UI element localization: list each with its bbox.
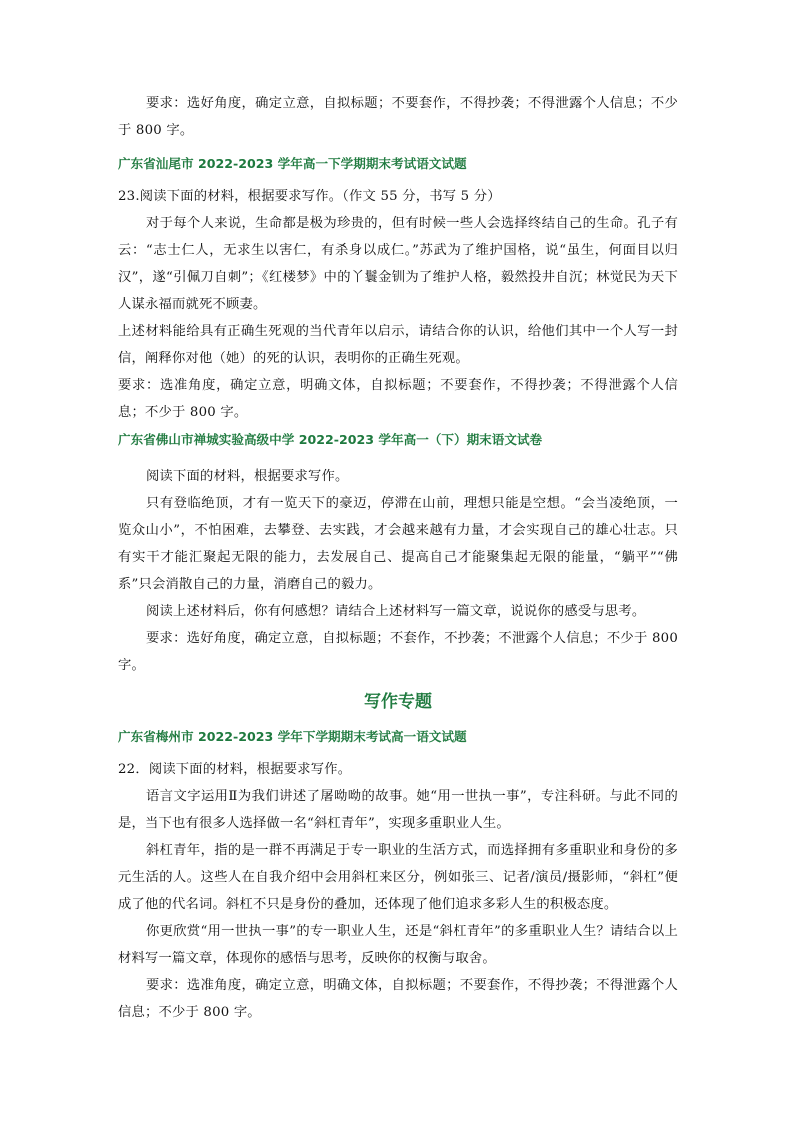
requirement-text: 要求：选准角度，确定立意，明确文体，自拟标题；不要套作，不得抄袭；不得泄露个人信息；不少于 800 字。 — [118, 378, 678, 420]
task-paragraph: 你更欣赏“用一世执一事”的专一职业人生，还是“斜杠青年”的多重职业人生？请结合以上材料写一篇文章，体现你的感悟与思考，反映你的权衡与取舍。 — [118, 924, 678, 966]
question-prompt: 23.阅读下面的材料，根据要求写作。（作文 55 分，书写 5 分） — [118, 189, 501, 204]
document-page — [118, 90, 678, 1026]
material-paragraph: 只有登临绝顶，才有一览天下的豪迈，停滞在山前，理想只能是空想。“会当凌绝顶，一览众山小”，不怕困难，去攀登、去实践，才会越来越有力量，才会实现自己的雄心壮志。只有实干才能汇聚起无限的能力，去发展自己、提高自己才能聚集起无限的能量，“躺平”“佛系”只会消散自己的力量，消磨自己的毅力。 — [118, 496, 678, 592]
source-heading: 广东省汕尾市 2022-2023 学年高一下学期期末考试语文试题 — [118, 156, 467, 171]
source-heading: 广东省佛山市禅城实验高级中学 2022-2023 学年高一（下）期末语文试卷 — [118, 432, 543, 447]
requirement-text: 要求：选好角度，确定立意，自拟标题；不套作，不抄袭；不泄露个人信息；不少于 800 字。 — [118, 631, 678, 673]
material-paragraph: 斜杠青年，指的是一群不再满足于专一职业的生活方式，而选择拥有多重职业和身份的多元生活的人。这些人在自我介绍中会用斜杠来区分，例如张三、记者/演员/摄影师，“斜杠”便成了他的代名词。斜杠不只是身份的叠加，还体现了他们追求多彩人生的积极态度。 — [118, 843, 678, 912]
question-prompt: 阅读下面的材料，根据要求写作。 — [146, 469, 349, 484]
requirement-text: 要求：选好角度，确定立意，自拟标题；不要套作，不得抄袭；不得泄露个人信息；不少于 800 字。 — [118, 96, 678, 138]
source-heading: 广东省梅州市 2022-2023 学年下学期期末考试高一语文试题 — [118, 729, 467, 744]
section-title: 写作专题 — [364, 692, 432, 712]
question-prompt: 22．阅读下面的材料，根据要求写作。 — [118, 762, 352, 777]
task-paragraph: 上述材料能给具有正确生死观的当代青年以启示，请结合你的认识，给他们其中一个人写一封信，阐释你对他（她）的死的认识，表明你的正确生死观。 — [118, 324, 678, 366]
requirement-text: 要求：选准角度，确定立意，明确文体，自拟标题；不要套作，不得抄袭；不得泄露个人信息；不少于 800 字。 — [118, 978, 678, 1020]
task-paragraph: 阅读上述材料后，你有何感想？请结合上述材料写一篇文章，说说你的感受与思考。 — [146, 604, 646, 619]
material-paragraph: 语言文字运用Ⅱ为我们讲述了屠呦呦的故事。她“用一世执一事”，专注科研。与此不同的是，当下也有很多人选择做一名“斜杠青年”，实现多重职业人生。 — [118, 789, 678, 831]
material-paragraph: 对于每个人来说，生命都是极为珍贵的，但有时候一些人会选择终结自己的生命。孔子有云：“志士仁人，无求生以害仁，有杀身以成仁。”苏武为了维护国格，说“虽生，何面目以归汉”，遂“引佩刀自刺”；《红楼梦》中的丫鬟金钏为了维护人格，毅然投井自沉；林觉民为天下人谋永福而就死不顾妻。 — [118, 216, 678, 312]
